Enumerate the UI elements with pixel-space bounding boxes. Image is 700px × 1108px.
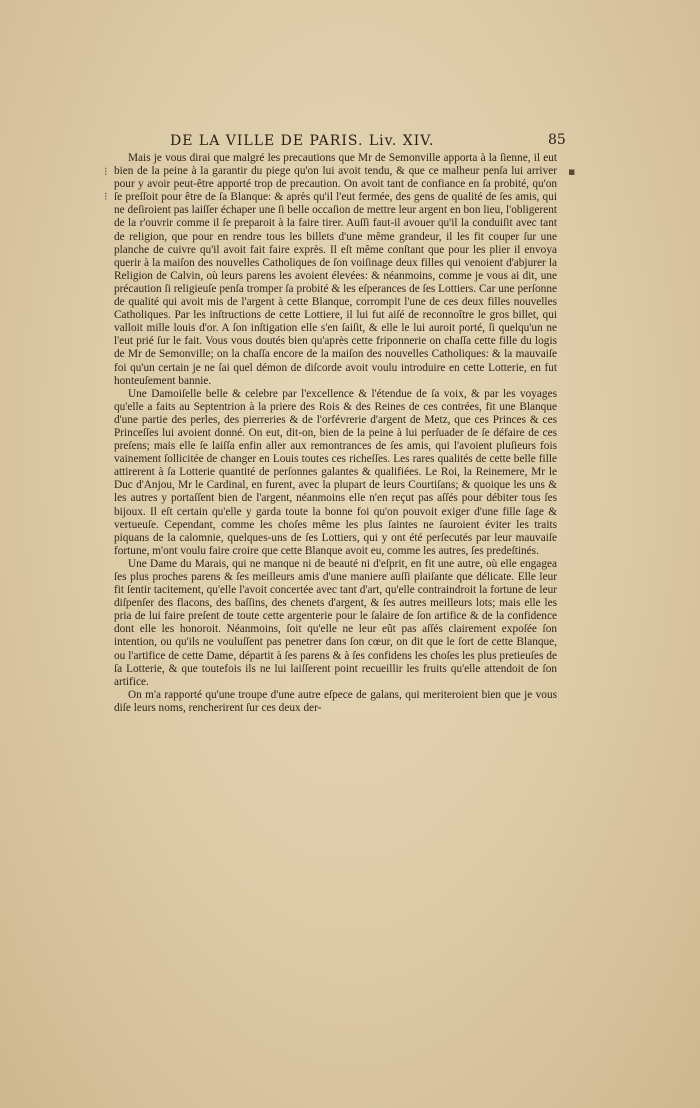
page-number: 85 — [548, 132, 566, 148]
paragraph: Une Damoiſelle belle & celebre par l'excellence & l'étendue de ſa voix, & par les voyages qu'elle a faits au Septentrion à la priere des Rois & des Reines de ces contrées, fit une Blanque d'une partie des perles, des pierreries & de l'orfévrerie d'argent de Metz, que ces Princes & ces Princeſſes lui avoient donné. On eut, dit-on, bien de la peine à lui perſuader de ſe défaire de ces preſens; mais elle ſe laiſſa enfin aller aux remontrances de ſes amis, qui l'avoient pluſieurs fois vainement ſollicitée de changer en Louis toutes ces richeſſes. Les rares qualités de cette belle fille attirerent à ſa Lotterie quantité de perſonnes galantes & qualifiées. Le Roi, la Reinemere, Mr le Duc d'Anjou, Mr le Cardinal, en furent, avec la plupart de leurs Courtiſans; & quoique les uns & les autres y portaſſent bien de l'argent, néanmoins elle n'en reçut pas aſſés pour débiter tous ſes bijoux. Il eſt certain qu'elle y garda toute la bonne foi qu'on pouvoit exiger d'une fille ſage & vertueuſe. Cependant, comme les choſes même les plus ſaintes ne ſauroient éviter les traits piquans de la calomnie, quelques-uns de ſes Lottiers, qui y ont été perſecutés par leur mauvaiſe fortune, m'ont voulu faire croire que cette Blanque avoit eu, comme les autres, ſes predeſtinés. — [114, 387, 557, 557]
body-text — [114, 152, 557, 872]
paragraph: Une Dame du Marais, qui ne manque ni de beauté ni d'eſprit, en fit une autre, où elle engagea ſes plus proches parens & ſes meilleurs amis d'une maniere auſſi plaiſante que délicate. Elle leur fit ſentir tacitement, qu'elle l'avoit concertée avec tant d'art, qu'elle contraindroit la fortune de leur diſpenſer des flacons, des baſſins, des chenets d'argent, & ſes autres meilleurs lots; mais elle les pria de lui faire preſent de toute cette argenterie pour le ſalaire de ſon artifice & de la confidence dont elle les honoroit. Néanmoins, ſoit qu'elle ne leur eût pas aſſés clairement expoſée ſon intention, ou qu'ils ne vouluſſent pas penetrer dans ſon cœur, on dit que le ſort de cette Blanque, ou l'artifice de cette Dame, départit à ſes parens & à ſes confidens les choſes les plus pretieuſes de ſa Lotterie, & que toutefois ils ne lui laiſſerent point recueillir les fruits qu'elle attendoit de ſon artifice. — [114, 557, 557, 688]
margin-mark: ▪ — [568, 165, 576, 178]
margin-mark: ⁝ — [104, 190, 108, 203]
paragraph: Mais je vous dirai que malgré les precautions que Mr de Semonville apporta à la ſienne, il eut bien de la peine à la garantir du piege qu'on lui avoit tendu, & que ce malheur penſa lui arriver pour y avoir peut-être apporté trop de precaution. On avoit tant de confiance en ſa probité, qu'on ſe preſſoit pour être de ſa Blanque: & après qu'il l'eut fermée, des gens de qualité de ſes amis, qui ne deſiroient pas laiſſer échaper une ſi belle occaſion de mettre leur argent en bon lieu, l'obligerent de la r'ouvrir comme il ſe preparoit à la faire tirer. Auſſi faut-il avouer qu'il la conduiſit avec tant de religion, que pour en rendre tous les billets d'une même grandeur, il les fit couper ſur une planche de cuivre qu'il avoit fait faire exprès. Il eſt même conſtant que pour les plier il envoya querir à la maiſon des nouvelles Catholiques de ſon voiſinage deux filles qui venoient d'abjurer la Religion de Calvin, où leurs parens les avoient élevées: & néanmoins, comme je vous ai dit, une précaution ſi religieuſe penſa tromper ſa probité & les eſperances de ſes Lottiers. Car une perſonne de qualité qui avoit mis de l'argent à cette Blanque, corrompit l'une de ces deux filles nouvelles Catholiques. Par les inſtructions de cette Lottiere, il lui fut aiſé de reconnoître le gros billet, qui valloit mille louis d'or. A ſon inſtigation elle s'en ſaiſit, & elle le lui auroit porté, ſi quelqu'un ne l'eut prié ſur le fait. Vous vous doutés bien qu'après cette friponnerie on chaſſa cette fille du logis de Mr de Semonville; on la chaſſa encore de la maiſon des nouvelles Catholiques: & la mauvaiſe foi qu'un certain je ne ſai quel démon de diſcorde avoit voulu introduire en cette Lotterie, en fut honteuſement bannie. — [114, 152, 557, 387]
margin-mark: ⁝ — [104, 165, 108, 178]
paragraph: On m'a rapporté qu'une troupe d'une autre eſpece de galans, qui meriteroient bien que je vous diſe leurs noms, rencherirent ſur ces deux der- — [114, 688, 557, 714]
running-title: DE LA VILLE DE PARIS. Liv. XIV. — [170, 133, 435, 149]
